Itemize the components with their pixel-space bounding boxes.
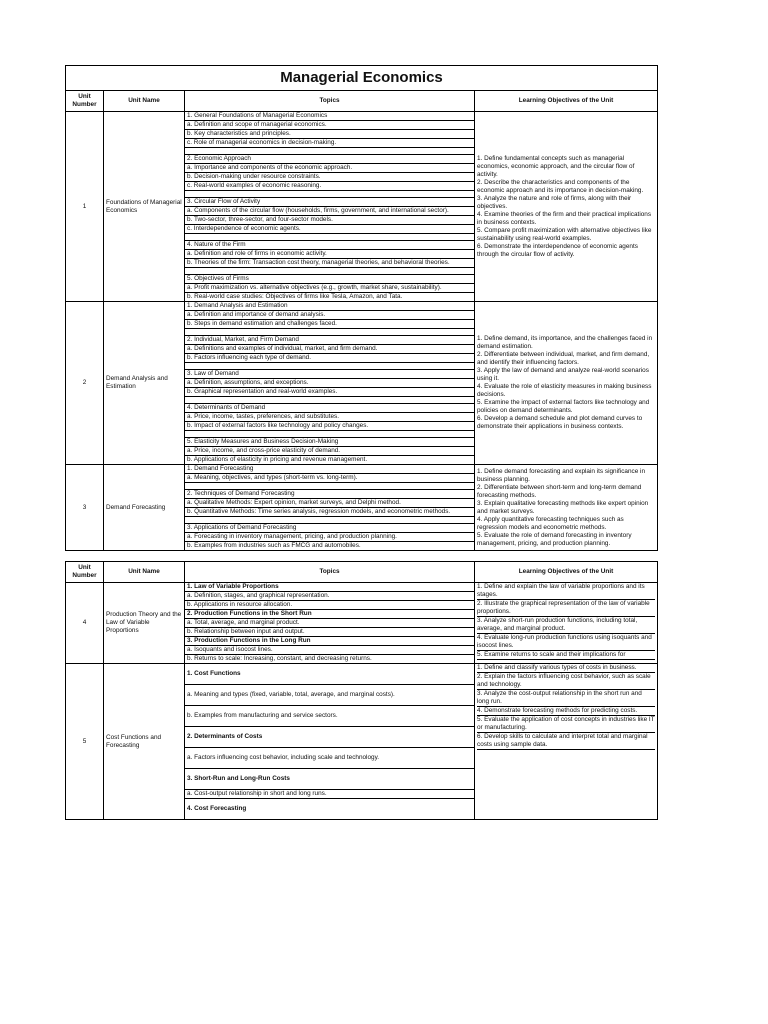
objectives-cell: [475, 302, 658, 465]
topic-cell: [185, 234, 475, 241]
topic-cell: 2. Economic Approach: [185, 155, 475, 164]
syllabus-table-page1: [65, 65, 658, 557]
objective-item: 2. Illustrate the graphical representation of the law of variable proportions.: [477, 600, 655, 617]
topic-cell: a. Isoquants and isocost lines.: [185, 646, 475, 655]
topic-cell: b. Theories of the firm: Transaction cost theory, managerial theories, and behavioral theories.: [185, 259, 475, 268]
header-unit-name: Unit Name: [104, 562, 185, 583]
objectives-cell: [475, 664, 658, 820]
topic-cell: [185, 431, 475, 438]
topic-cell: b. Graphical representation and real-world examples.: [185, 388, 475, 397]
topic-cell: a. Definition and role of firms in economic activity.: [185, 250, 475, 259]
topic-cell: c. Role of managerial economics in decision-making.: [185, 139, 475, 148]
topic-cell: b. Factors influencing each type of demand.: [185, 354, 475, 363]
topic-cell: a. Total, average, and marginal product.: [185, 619, 475, 628]
topic-cell: b. Impact of external factors like technology and policy changes.: [185, 422, 475, 431]
topic-cell: 3. Circular Flow of Activity: [185, 198, 475, 207]
topic-cell: a. Definition, stages, and graphical representation.: [185, 592, 475, 601]
objective-item: 3. Analyze short-run production functions, including total, average, and marginal product.: [477, 617, 655, 634]
topic-cell: [185, 268, 475, 275]
topic-cell: b. Real-world case studies: Objectives of firms like Tesla, Amazon, and Tata.: [185, 293, 475, 302]
objective-item: 2. Explain the factors influencing cost behavior, such as scale and technology.: [477, 673, 655, 690]
unit-name: Cost Functions and Forecasting: [104, 664, 185, 820]
topic-cell: a. Profit maximization vs. alternative objectives (e.g., growth, market share, sustainability).: [185, 284, 475, 293]
topic-cell: 3. Applications of Demand Forecasting: [185, 524, 475, 533]
objectives-cell: [475, 465, 658, 551]
topic-cell: 2. Individual, Market, and Firm Demand: [185, 336, 475, 345]
table-row: [66, 664, 658, 685]
header-objectives: Learning Objectives of the Unit: [475, 562, 658, 583]
header-objectives: Learning Objectives of the Unit: [475, 91, 658, 112]
syllabus-sheet: [65, 65, 657, 820]
objectives-text: 1. Define demand, its importance, and the challenges faced in demand estimation. 2. Differentiate between individual, market, and firm demand, and identify their influencing factors. 3. Apply the law of demand and analyze real-world scenarios using it. 4. Evaluate the role of elasticity measures in making business decisions. 5. Examine the impact of external factors like technology and policies on demand determinants. 6. Develop a demand schedule and plot demand curves to demonstrate their applications in business contexts.: [477, 335, 653, 430]
objective-item: 1. Define and explain the law of variable proportions and its stages.: [477, 583, 655, 600]
topic-cell: b. Steps in demand estimation and challenges faced.: [185, 320, 475, 329]
topic-cell: 1. General Foundations of Managerial Economics: [185, 112, 475, 121]
header-unit-number: Unit Number: [66, 562, 104, 583]
unit-name: Demand Analysis and Estimation: [104, 302, 185, 465]
topic-cell: 2. Determinants of Costs: [185, 727, 475, 748]
topic-cell: b. Applications of elasticity in pricing and revenue management.: [185, 456, 475, 465]
topic-cell: a. Meaning and types (fixed, variable, total, average, and marginal costs).: [185, 685, 475, 706]
topic-cell: b. Returns to scale: Increasing, constant, and decreasing returns.: [185, 655, 475, 664]
table-row: [66, 302, 658, 311]
objective-item: 4. Demonstrate forecasting methods for predicting costs.: [477, 707, 655, 716]
unit-number: 4: [66, 583, 104, 664]
unit-number: 2: [66, 302, 104, 465]
objective-item: 4. Evaluate long-run production functions using isoquants and isocost lines.: [477, 634, 655, 651]
topic-cell: 2. Production Functions in the Short Run: [185, 610, 475, 619]
objective-item: 5. Evaluate the application of cost concepts in industries like IT or manufacturing.: [477, 716, 655, 731]
syllabus-table-page2: [65, 561, 658, 820]
topic-cell: b. Decision-making under resource constraints.: [185, 173, 475, 182]
topic-cell: 5. Objectives of Firms: [185, 275, 475, 284]
objectives-cell: [475, 112, 658, 302]
unit-number: 1: [66, 112, 104, 302]
topic-cell: a. Importance and components of the economic approach.: [185, 164, 475, 173]
topic-cell: 1. Cost Functions: [185, 664, 475, 685]
topic-cell: 3. Production Functions in the Long Run: [185, 637, 475, 646]
topic-cell: 1. Demand Forecasting: [185, 465, 475, 474]
topic-cell: a. Components of the circular flow (households, firms, government, and international sector).: [185, 207, 475, 216]
topic-cell: 3. Law of Demand: [185, 370, 475, 379]
topic-cell: 2. Techniques of Demand Forecasting: [185, 490, 475, 499]
topic-cell: 1. Demand Analysis and Estimation: [185, 302, 475, 311]
objective-item: 5. Examine returns to scale and their implications for: [477, 651, 655, 660]
topic-cell: b. Relationship between input and output.: [185, 628, 475, 637]
objective-item: 1. Define and classify various types of costs in business.: [477, 664, 655, 673]
topic-cell: b. Examples from industries such as FMCG and automobiles.: [185, 542, 475, 551]
unit-name: Foundations of Managerial Economics: [104, 112, 185, 302]
topic-cell: [185, 517, 475, 524]
topic-cell: c. Interdependence of economic agents.: [185, 225, 475, 234]
topic-cell: a. Definition, assumptions, and exceptions.: [185, 379, 475, 388]
topic-cell: b. Applications in resource allocation.: [185, 601, 475, 610]
topic-cell: b. Quantitative Methods: Time series analysis, regression models, and econometric methods.: [185, 508, 475, 517]
topic-cell: a. Definitions and examples of individual, market, and firm demand.: [185, 345, 475, 354]
table-row: [66, 465, 658, 474]
unit-number: 3: [66, 465, 104, 551]
objectives-cell: [475, 583, 658, 664]
unit-number: 5: [66, 664, 104, 820]
topic-cell: a. Factors influencing cost behavior, including scale and technology.: [185, 748, 475, 769]
topic-cell: [185, 397, 475, 404]
topic-cell: [185, 191, 475, 198]
topic-cell: a. Definition and importance of demand analysis.: [185, 311, 475, 320]
objective-item: 3. Analyze the cost-output relationship in the short run and long run.: [477, 690, 655, 707]
topic-cell: [185, 363, 475, 370]
objective-item: 6. Develop skills to calculate and interpret total and marginal costs using sample data.: [477, 733, 655, 750]
topic-cell: c. Real-world examples of economic reasoning.: [185, 182, 475, 191]
topic-cell: 3. Short-Run and Long-Run Costs: [185, 769, 475, 790]
topic-cell: a. Forecasting in inventory management, pricing, and production planning.: [185, 533, 475, 542]
topic-cell: [185, 483, 475, 490]
table-row: [66, 583, 658, 592]
header-topics: Topics: [185, 91, 475, 112]
topic-cell: a. Price, income, tastes, preferences, and substitutes.: [185, 413, 475, 422]
topic-cell: a. Qualitative Methods: Expert opinion, market surveys, and Delphi method.: [185, 499, 475, 508]
header-unit-name: Unit Name: [104, 91, 185, 112]
unit-name: Demand Forecasting: [104, 465, 185, 551]
header-unit-number: Unit Number: [66, 91, 104, 112]
table-row: [66, 112, 658, 121]
topic-cell: [185, 148, 475, 155]
objectives-text: 1. Define demand forecasting and explain its significance in business planning. 2. Differentiate between short-term and long-term demand forecasting methods. 3. Explain qualitative forecasting methods like expert opinion and market surveys. 4. Apply quantitative forecasting techniques such as regression models and econometric methods. 5. Evaluate the role of demand forecasting in inventory management, pricing, and production planning.: [477, 467, 649, 547]
topic-cell: b. Two-sector, three-sector, and four-sector models.: [185, 216, 475, 225]
unit-name: Production Theory and the Law of Variable Proportions: [104, 583, 185, 664]
header-topics: Topics: [185, 562, 475, 583]
topic-cell: a. Meaning, objectives, and types (short-term vs. long-term).: [185, 474, 475, 483]
topic-cell: 5. Elasticity Measures and Business Decision-Making: [185, 438, 475, 447]
objectives-text: 1. Define fundamental concepts such as managerial economics, economic approach, and the circular flow of activity. 2. Describe the characteristics and components of the economic approach and its importance in decision-making. 3. Analyze the nature and role of firms, along with their objectives. 4. Examine theories of the firm and their practical implications in business contexts. 5. Compare profit maximization with alternative objectives like sustainability using real-world examples. 6. Demonstrate the interdependence of economic agents through the circular flow of activity.: [477, 154, 652, 258]
topic-cell: 4. Determinants of Demand: [185, 404, 475, 413]
topic-cell: b. Key characteristics and principles.: [185, 130, 475, 139]
topic-cell: 1. Law of Variable Proportions: [185, 583, 475, 592]
topic-cell: 4. Nature of the Firm: [185, 241, 475, 250]
topic-cell: [185, 329, 475, 336]
topic-cell: a. Cost-output relationship in short and long runs.: [185, 790, 475, 799]
topic-cell: a. Definition and scope of managerial economics.: [185, 121, 475, 130]
document-title: Managerial Economics: [66, 66, 658, 91]
topic-cell: a. Price, income, and cross-price elasticity of demand.: [185, 447, 475, 456]
topic-cell: b. Examples from manufacturing and service sectors.: [185, 706, 475, 727]
topic-cell: 4. Cost Forecasting: [185, 799, 475, 820]
